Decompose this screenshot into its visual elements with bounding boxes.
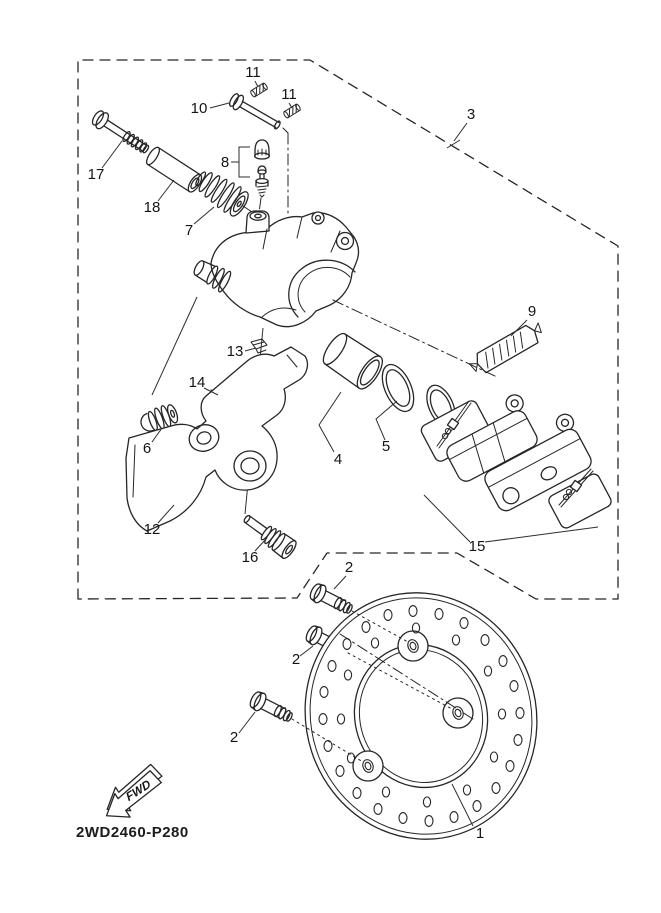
part-2-bolt-3 (248, 689, 296, 726)
callout-15-label[interactable]: 15 (468, 538, 486, 555)
fwd-arrow (96, 763, 171, 828)
callout-4[interactable] (319, 392, 342, 468)
callout-2a[interactable] (334, 559, 353, 589)
callout-13-label[interactable]: 13 (226, 343, 244, 360)
part-4-piston (319, 329, 388, 392)
callout-17[interactable] (88, 141, 122, 183)
diagram-code: 2WD2460-P280 (76, 824, 189, 841)
part-11-clip-2 (283, 103, 301, 118)
callout-2c-label[interactable]: 2 (229, 729, 239, 746)
callout-1-label[interactable]: 1 (475, 825, 485, 842)
callout-10[interactable] (191, 100, 229, 117)
callout-12-label[interactable]: 12 (143, 521, 161, 538)
callout-18[interactable] (144, 180, 174, 216)
part-17-bolt (90, 108, 152, 157)
callout-17-label[interactable]: 17 (87, 166, 105, 183)
callout-5-label[interactable]: 5 (381, 438, 391, 455)
part-1-brake-disc (273, 563, 568, 870)
callout-3[interactable] (447, 106, 475, 148)
callout-6-label[interactable]: 6 (142, 440, 152, 457)
callout-16[interactable] (242, 538, 267, 566)
part-12-bracket (126, 347, 307, 531)
part-11-clip-1 (250, 82, 268, 97)
callout-11a-label[interactable]: 11 (245, 64, 261, 81)
part-8-bleed-screw (256, 166, 268, 213)
callout-2b-label[interactable]: 2 (291, 651, 301, 668)
callout-16-label[interactable]: 16 (241, 549, 259, 566)
part-9-pad-spring (467, 319, 547, 377)
callout-10-label[interactable]: 10 (190, 100, 208, 117)
callout-14-label[interactable]: 14 (188, 374, 206, 391)
callout-11b-label[interactable]: 11 (281, 86, 297, 103)
callout-11a[interactable] (245, 64, 261, 87)
part-7-boot (190, 165, 252, 220)
fwd-label: FWD (123, 776, 153, 805)
callout-8-label[interactable]: 8 (220, 154, 230, 171)
callout-2a-label[interactable]: 2 (344, 559, 354, 576)
callout-4-label[interactable]: 4 (333, 451, 343, 468)
callout-7-label[interactable]: 7 (184, 222, 194, 239)
callout-5[interactable] (376, 401, 397, 455)
callout-7[interactable] (185, 207, 214, 239)
callout-18-label[interactable]: 18 (143, 199, 161, 216)
part-2-bolt-1 (308, 581, 356, 618)
part-18-collar (144, 145, 204, 194)
part-15-brake-pads (419, 392, 613, 530)
callout-9-label[interactable]: 9 (527, 303, 537, 320)
callout-8[interactable] (221, 147, 250, 177)
callout-3-label[interactable]: 3 (466, 106, 476, 123)
part-8-bleed-screw-cap (255, 140, 270, 159)
callout-9[interactable] (511, 303, 536, 336)
callout-2c[interactable] (230, 712, 255, 746)
part-13-clip (251, 339, 267, 353)
callout-2b[interactable] (292, 646, 313, 668)
